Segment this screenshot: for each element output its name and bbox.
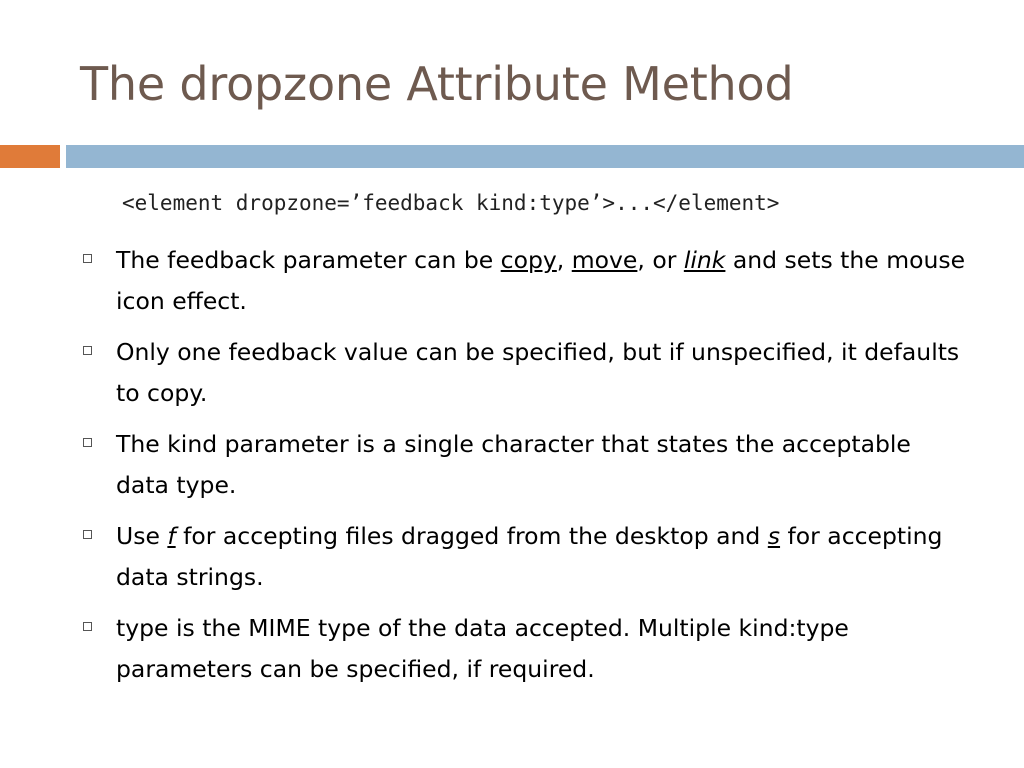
bullet-text: Use xyxy=(116,522,168,550)
square-bullet-icon xyxy=(83,530,92,539)
copy-term: copy xyxy=(500,246,557,274)
square-bullet-icon xyxy=(83,254,92,263)
code-example: <element dropzone=’feedback kind:type’>...</element> xyxy=(122,191,780,215)
bullet-text: and sets the mouse icon effect. xyxy=(116,246,966,315)
files-kind-term: f xyxy=(167,522,176,550)
list-item xyxy=(80,240,970,322)
slide-title: The dropzone Attribute Method xyxy=(80,57,794,111)
square-bullet-icon xyxy=(83,438,92,447)
bullet-text: for accepting files dragged from the desktop and xyxy=(175,522,768,550)
strings-kind-term: s xyxy=(767,522,781,550)
accent-bar-blue xyxy=(66,145,1024,168)
bullet-text: , xyxy=(556,246,572,274)
bullet-text: , or xyxy=(637,246,684,274)
list-item xyxy=(80,516,970,598)
bullet-text: The kind parameter is a single character that states the acceptable data type. xyxy=(116,430,911,499)
accent-bar-orange xyxy=(0,145,60,168)
square-bullet-icon xyxy=(83,622,92,631)
bullet-text: type is the MIME type of the data accepted. Multiple kind:type parameters can be specified, if required. xyxy=(116,614,849,683)
link-term: link xyxy=(683,246,726,274)
list-item xyxy=(80,332,970,414)
square-bullet-icon xyxy=(83,346,92,355)
move-term: move xyxy=(571,246,638,274)
bullet-text: for accepting data strings. xyxy=(116,522,943,591)
bullet-text: The feedback parameter can be xyxy=(116,246,501,274)
bullet-list xyxy=(80,240,970,700)
list-item xyxy=(80,424,970,506)
list-item xyxy=(80,608,970,690)
bullet-text: Only one feedback value can be specified, but if unspecified, it defaults to copy. xyxy=(116,338,960,407)
